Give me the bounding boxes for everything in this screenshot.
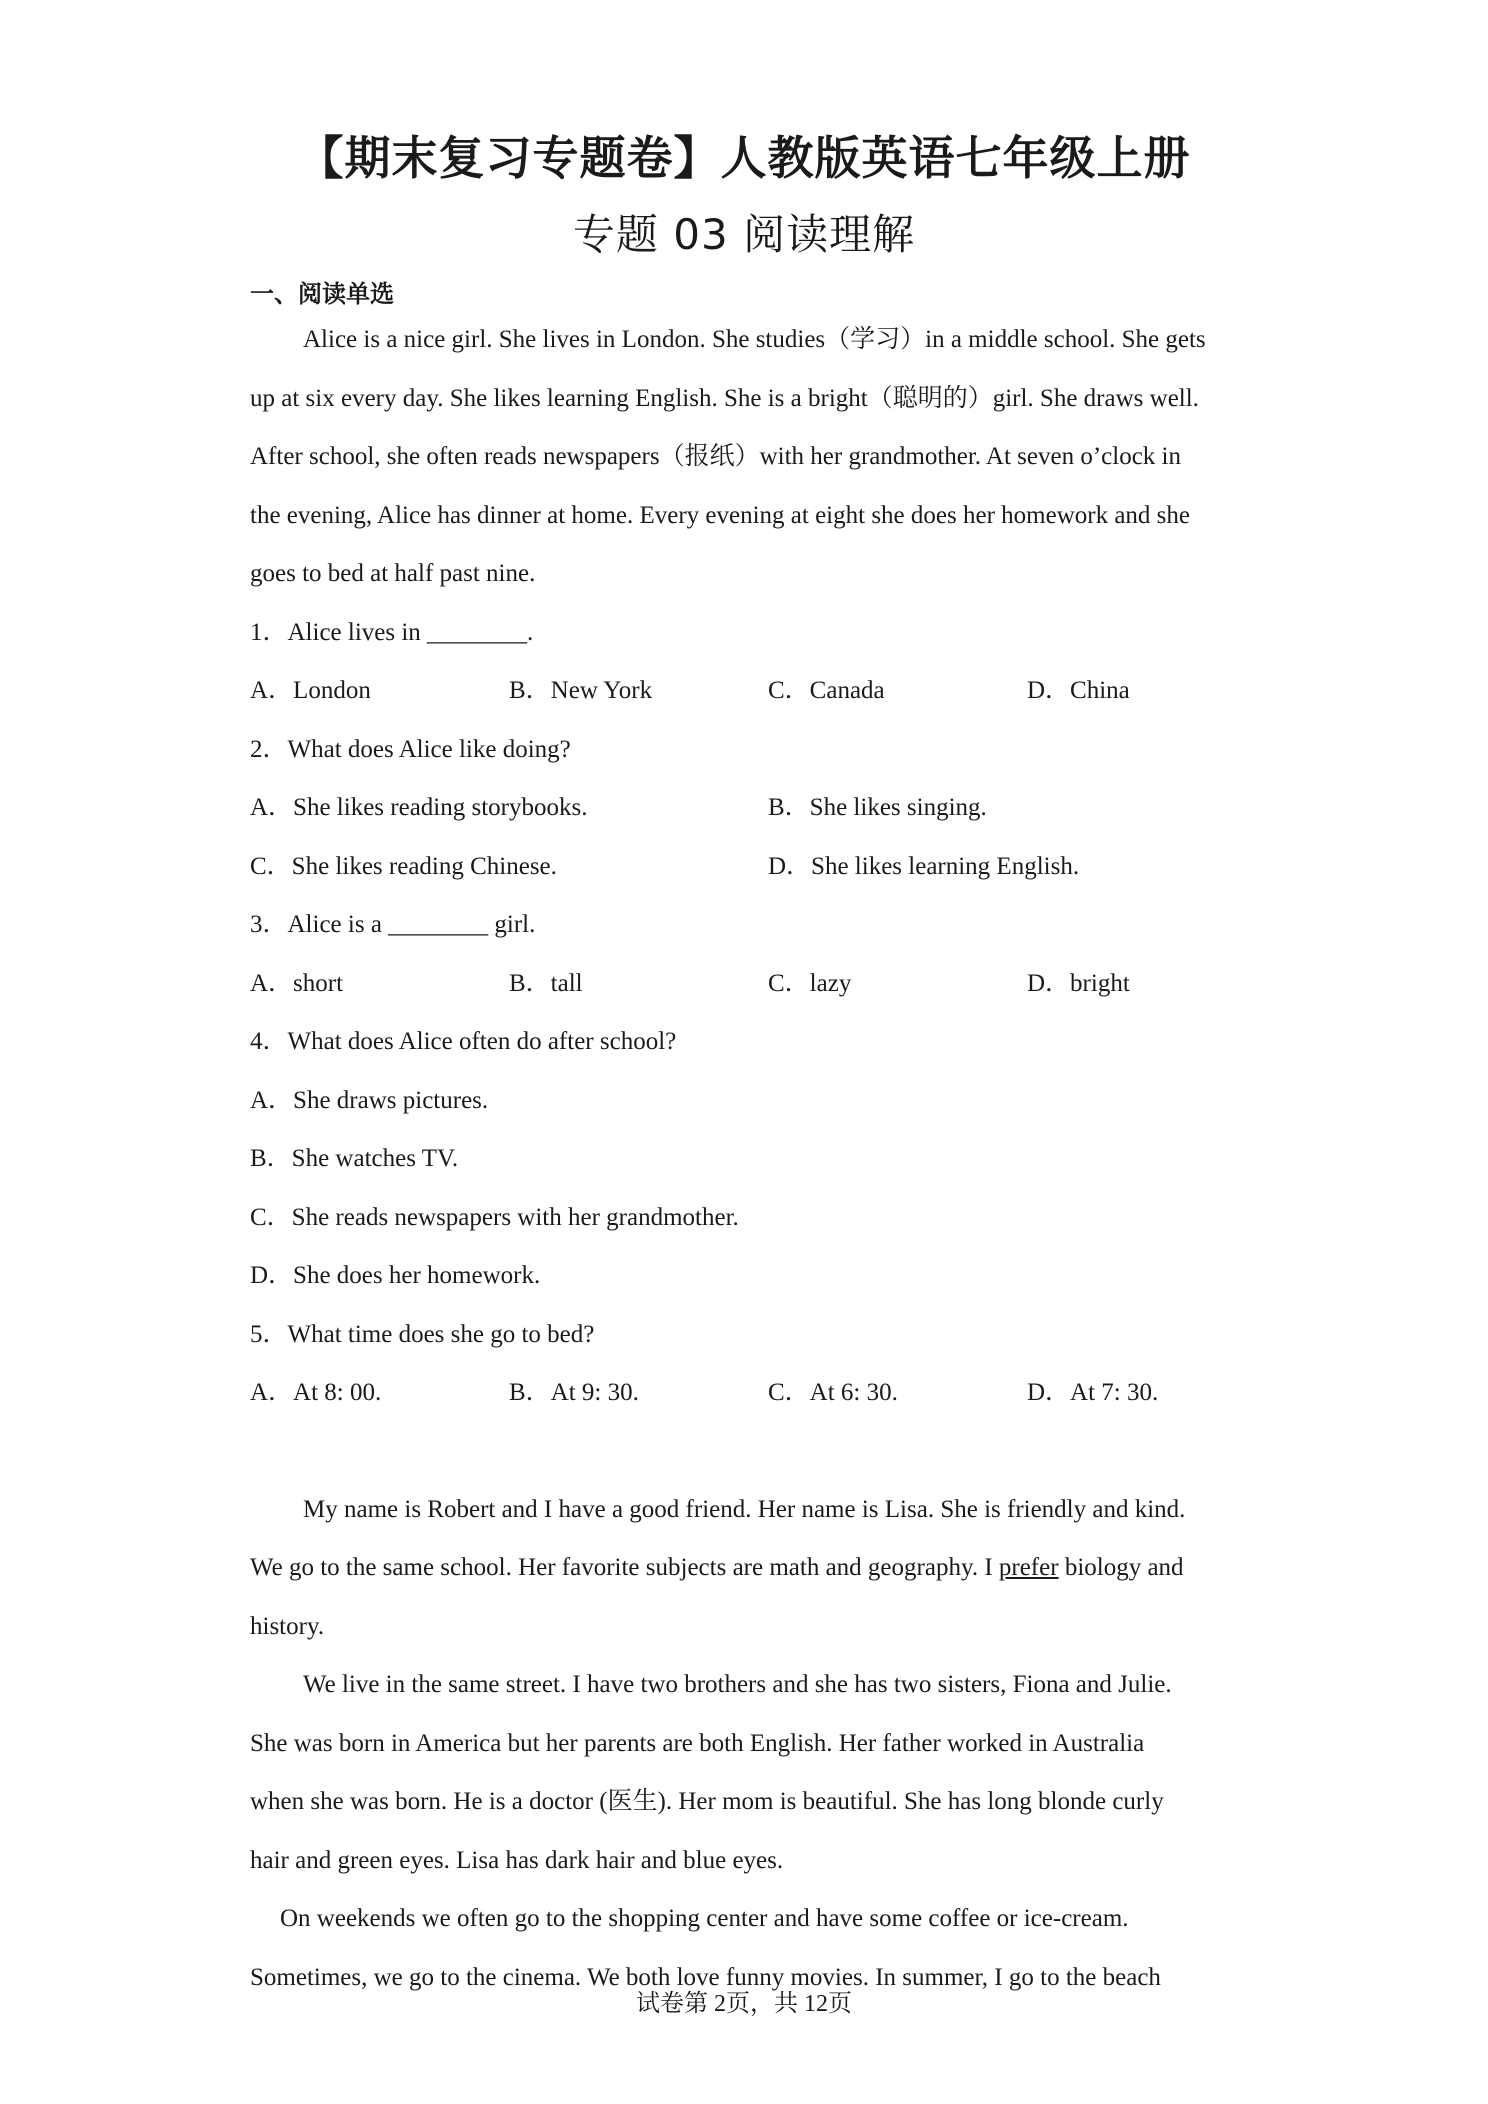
passage-line: history. <box>250 1612 325 1640</box>
answer-option[interactable]: B．She likes singing. <box>768 794 987 821</box>
answer-option[interactable]: B．At 9: 30. <box>509 1379 639 1406</box>
answer-option[interactable]: C．She reads newspapers with her grandmother. <box>250 1203 739 1231</box>
question-options <box>250 662 1240 721</box>
passage-line: She was born in America but her parents are both English. Her father worked in Australia <box>250 1729 1145 1757</box>
answer-option[interactable]: B．New York <box>509 677 653 704</box>
answer-option[interactable]: A．She draws pictures. <box>250 1086 489 1114</box>
answer-option[interactable]: C．She likes reading Chinese. <box>250 852 557 880</box>
passage-text: We go to the same school. Her favorite subjects are math and geography. I <box>250 1554 999 1581</box>
question-stem: 5．What time does she go to bed? <box>250 1320 595 1348</box>
question-options <box>250 838 1240 897</box>
answer-option[interactable]: C．lazy <box>768 969 852 997</box>
answer-option[interactable]: C．Canada <box>768 677 885 704</box>
answer-option[interactable]: B．She watches TV. <box>250 1145 459 1172</box>
question-options <box>250 955 1240 1014</box>
passage-line: We live in the same street. I have two brothers and she has two sisters, Fiona and Julie. <box>303 1671 1172 1698</box>
passage-line: Sometimes, we go to the cinema. We both love funny movies. In summer, I go to the beach <box>250 1963 1161 1991</box>
question-stem: 3．Alice is a ________ girl. <box>250 911 536 938</box>
answer-option[interactable]: D．At 7: 30. <box>1027 1379 1159 1406</box>
question-options <box>250 779 1240 838</box>
passage-2 <box>250 1481 1240 2008</box>
answer-option[interactable]: D．She does her homework. <box>250 1262 541 1289</box>
answer-option[interactable]: C．At 6: 30. <box>768 1379 898 1406</box>
passage-line: the evening, Alice has dinner at home. Every evening at eight she does her homework and she <box>250 501 1190 529</box>
passage-text: biology and <box>1058 1554 1184 1581</box>
page-footer: 试卷第 2页，共 12页 <box>636 1991 852 2017</box>
answer-option[interactable]: A．At 8: 00. <box>250 1379 382 1406</box>
answer-option[interactable]: B．tall <box>509 969 583 997</box>
answer-option[interactable]: A．short <box>250 969 344 997</box>
answer-option[interactable]: A．She likes reading storybooks. <box>250 794 588 821</box>
question-stem: 4．What does Alice often do after school? <box>250 1028 677 1055</box>
underlined-word: prefer <box>998 1554 1059 1581</box>
section-heading: 一、阅读单选 <box>250 280 394 308</box>
passage-line <box>250 1539 1240 1598</box>
passage-line: Alice is a nice girl. She lives in London. She studies（学习）in a middle school. She gets <box>303 326 1206 353</box>
passage-line: goes to bed at half past nine. <box>250 560 536 587</box>
passage-line: when she was born. He is a doctor (医生). Her mom is beautiful. She has long blonde curly <box>250 1788 1164 1815</box>
question-options <box>250 1364 1240 1423</box>
answer-option[interactable]: D．bright <box>1027 969 1130 997</box>
answer-option[interactable]: A．London <box>250 677 371 704</box>
passage-1 <box>250 311 1240 604</box>
answer-option[interactable]: D．She likes learning English. <box>768 852 1080 880</box>
page-title: 【期末复习专题卷】人教版英语七年级上册 <box>297 131 1191 185</box>
answer-option[interactable]: D．China <box>1027 677 1130 704</box>
passage-line: My name is Robert and I have a good friend. Her name is Lisa. She is friendly and kind. <box>303 1495 1186 1523</box>
passage-line: up at six every day. She likes learning English. She is a bright（聪明的）girl. She draws well. <box>250 384 1199 412</box>
passage-line: hair and green eyes. Lisa has dark hair and blue eyes. <box>250 1846 784 1874</box>
page-subtitle: 专题 03 阅读理解 <box>572 210 916 259</box>
question-stem: 1．Alice lives in ________. <box>250 618 534 646</box>
question-stem: 2．What does Alice like doing? <box>250 735 571 763</box>
passage-line: After school, she often reads newspapers（报纸）with her grandmother. At seven o’clock in <box>250 443 1182 470</box>
spacer <box>250 1423 1240 1481</box>
exam-content <box>250 311 1240 2007</box>
passage-line: On weekends we often go to the shopping center and have some coffee or ice-cream. <box>280 1905 1129 1932</box>
